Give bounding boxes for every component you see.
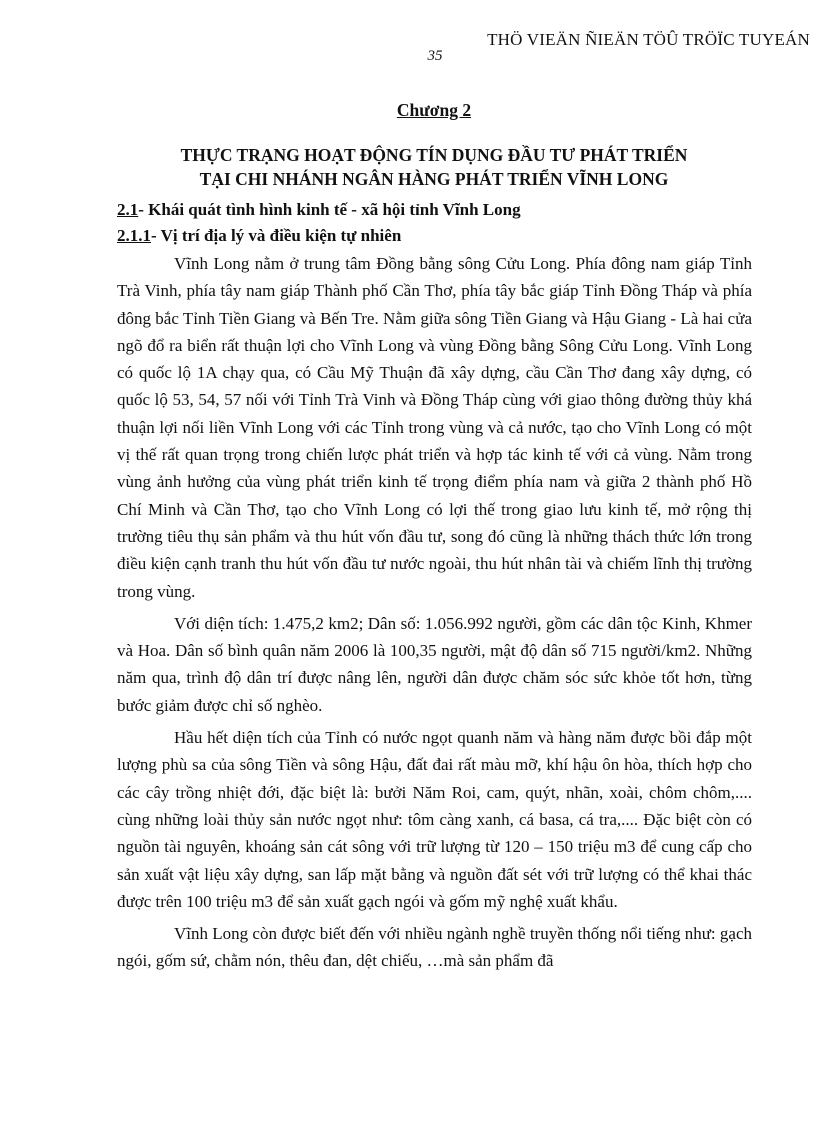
section-number: 2.1 <box>117 200 139 219</box>
subsection-heading <box>117 226 401 246</box>
chapter-title <box>0 143 816 191</box>
subsection-number: 2.1.1 <box>117 226 151 245</box>
running-header: THÖ VIEÄN ÑIEÄN TÖÛ TRÖÏC TUYEÁN <box>487 30 810 49</box>
body-text <box>117 250 752 980</box>
paragraph: Vĩnh Long nằm ở trung tâm Đồng bằng sông Cửu Long. Phía đông nam giáp Tỉnh Trà Vinh, phía tây nam giáp Thành phố Cần Thơ, phía tây bắc giáp Tỉnh Đồng Tháp và phía đông bắc Tỉnh Tiền Giang và Bến Tre. Nằm giữa sông Tiền Giang và Hậu Giang - Là hai cửa ngõ đổ ra biển rất thuận lợi cho Vĩnh Long và vùng Đồng bằng Sông Cửu Long. Vĩnh Long có quốc lộ 1A chạy qua, có Cầu Mỹ Thuận đã xây dựng, cầu Cần Thơ đang xây dựng, có quốc lộ 53, 54, 57 nối với Tỉnh Trà Vinh và Đồng Tháp cùng với giao thông đường thủy khá thuận lợi nối liền Vĩnh Long với các Tỉnh trong vùng và cả nước, tạo cho Vĩnh Long có một vị thế rất quan trọng trong chiến lược phát triển và hợp tác kinh tế với cả vùng. Nằm trong vùng ảnh hưởng của vùng phát triển kinh tế trọng điểm phía nam và giữa 2 thành phố Hồ Chí Minh và Cần Thơ, tạo cho Vĩnh Long có lợi thế trong giao lưu kinh tế, mở rộng thị trường tiêu thụ sản phẩm và thu hút vốn đầu tư, song đó cũng là những thách thức lớn trong điều kiện cạnh tranh thu hút vốn đầu tư nước ngoài, thu hút nhân tài và chiếm lĩnh thị trường trong vùng. <box>117 254 752 601</box>
paragraph: Hầu hết diện tích của Tỉnh có nước ngọt quanh năm và hàng năm được bồi đắp một lượng phù sa của sông Tiền và sông Hậu, đất đai rất màu mỡ, khí hậu ôn hòa, thích hợp cho các cây trồng nhiệt đới, đặc biệt là: bưởi Năm Roi, cam, quýt, nhãn, xoài, chôm chôm,.... cùng những loài thủy sản nước ngọt như: tôm càng xanh, cá basa, cá tra,.... Đặc biệt còn có nguồn tài nguyên, khoáng sản cát sông với trữ lượng từ 120 – 150 triệu m3 để cung cấp cho sản xuất vật liệu xây dựng, san lấp mặt bằng và nguồn đất sét với trữ lượng có thể khai thác được trên 100 triệu m3 để sản xuất gạch ngói và gốm mỹ nghệ xuất khẩu. <box>117 728 752 911</box>
section-title: - Khái quát tình hình kinh tế - xã hội tỉnh Vĩnh Long <box>138 200 521 219</box>
paragraph: Với diện tích: 1.475,2 km2; Dân số: 1.056.992 người, gồm các dân tộc Kinh, Khmer và Hoa. Dân số bình quân năm 2006 là 100,35 người, mật độ dân số 715 người/km2. Những năm qua, trình độ dân trí được nâng lên, người dân được chăm sóc sức khỏe tốt hơn, từng bước giảm được chỉ số nghèo. <box>117 613 752 715</box>
section-heading <box>117 200 521 220</box>
paragraph: Vĩnh Long còn được biết đến với nhiều ngành nghề truyền thống nổi tiếng như: gạch ngói, gốm sứ, chằm nón, thêu đan, dệt chiếu, …mà sản phẩm đã <box>117 924 752 971</box>
subsection-title: - Vị trí địa lý và điều kiện tự nhiên <box>151 226 402 245</box>
chapter-title-line: TẠI CHI NHÁNH NGÂN HÀNG PHÁT TRIỂN VĨNH LONG <box>199 169 669 189</box>
chapter-title-line: THỰC TRẠNG HOẠT ĐỘNG TÍN DỤNG ĐẦU TƯ PHÁT TRIỂN <box>180 145 688 165</box>
chapter-heading: Chương 2 <box>396 100 472 120</box>
page-number: 35 <box>427 48 443 64</box>
